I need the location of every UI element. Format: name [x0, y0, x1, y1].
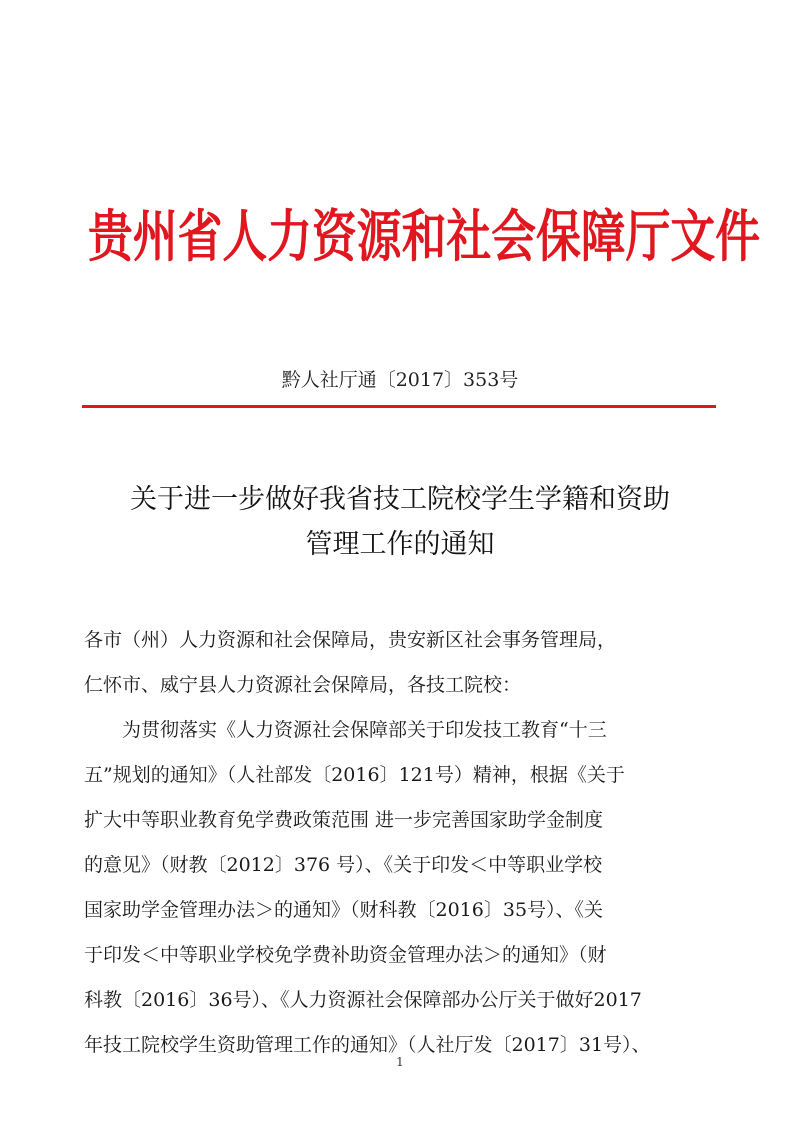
page-number: 1: [396, 1055, 404, 1069]
body-line: 的意见》（财教〔2012〕376 号）、《关于印发＜中等职业学校: [84, 854, 603, 876]
body-line: 扩大中等职业教育免学费政策范围 进一步完善国家助学金制度: [84, 809, 604, 831]
salutation-line: 各市（州）人力资源和社会保障局，贵安新区社会事务管理局，: [84, 629, 617, 651]
notice-title: [0, 477, 800, 567]
body-line: 五”规划的通知》（人社部发〔2016〕121号）精神，根据《关于: [84, 764, 625, 786]
body-line: 于印发＜中等职业学校免学费补助资金管理办法＞的通知》（财: [84, 944, 607, 966]
document-number: 黔人社厅通〔2017〕353号: [281, 369, 519, 391]
body-line: 科教〔2016〕36号）、《人力资源社会保障部办公厅关于做好2017: [84, 989, 642, 1011]
issuing-authority-title: 贵州省人力资源和社会保障厅文件: [88, 205, 760, 270]
salutation: [84, 618, 724, 708]
salutation-line: 仁怀市、威宁县人力资源社会保障局，各技工院校：: [84, 674, 522, 696]
red-divider-line: [82, 405, 716, 408]
body-line: 国家助学金管理办法＞的通知》（财科教〔2016〕35号）、《关: [84, 899, 604, 921]
body-line: 为贯彻落实《人力资源社会保障部关于印发技工教育“十三: [122, 719, 607, 741]
body-line: 年技工院校学生资助管理工作的通知》（人社厅发〔2017〕31号）、: [84, 1034, 651, 1056]
notice-title-line: 管理工作的通知: [305, 529, 495, 560]
body-paragraph: [84, 708, 724, 1068]
notice-title-line: 关于进一步做好我省技工院校学生学籍和资助: [130, 484, 670, 515]
